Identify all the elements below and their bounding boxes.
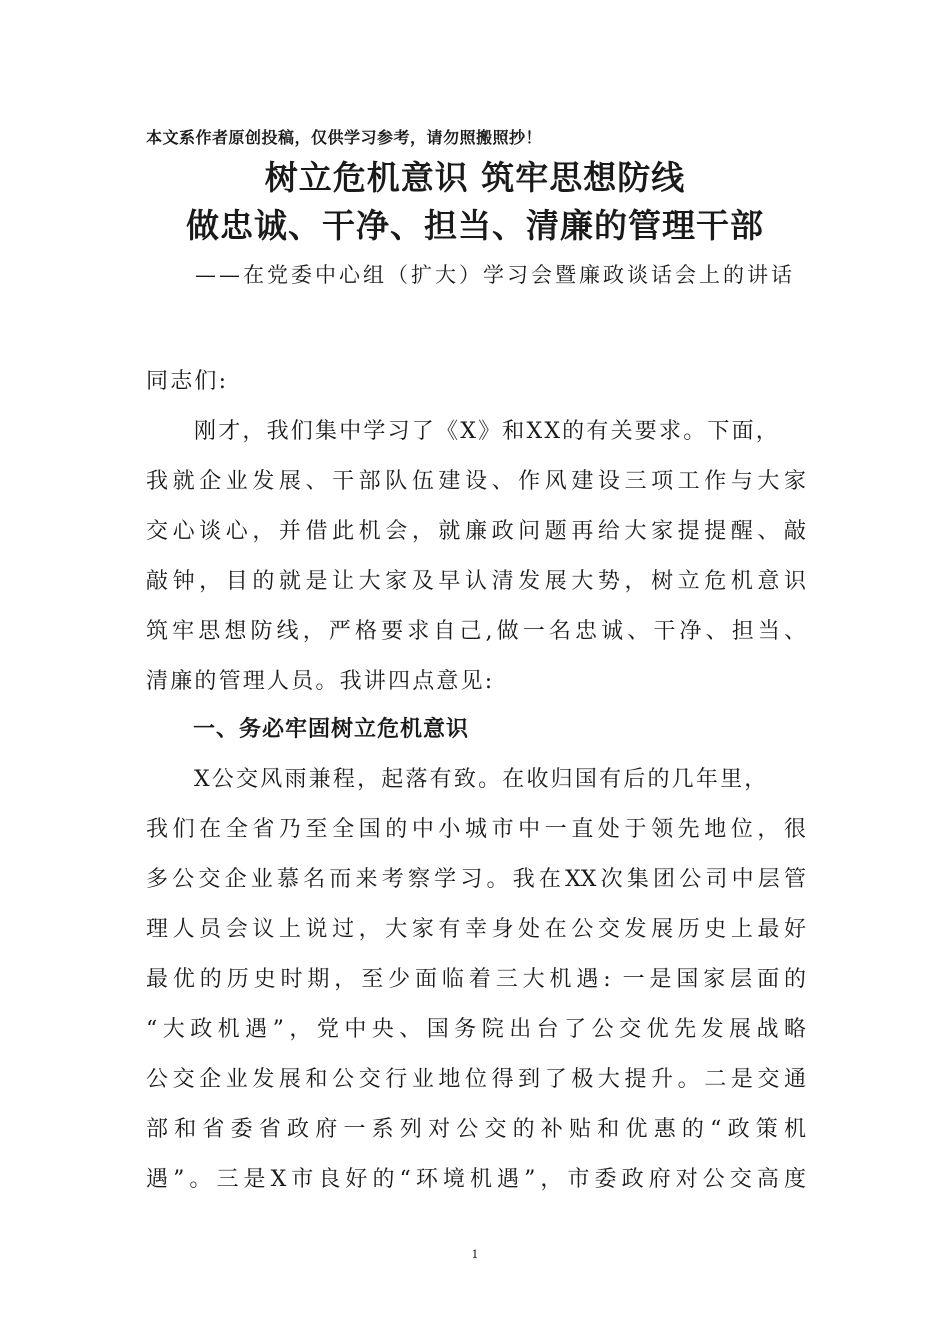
paragraph-line: 我们在全省乃至全国的中小城市中一直处于领先地位，很 [146,817,806,842]
paragraph-line: 最优的历史时期，至少面临着三大机遇: 一是国家层面的 [146,967,806,992]
paragraph-line: 筑牢思想防线，严格要求自己,做一名忠诚、干净、担当、 [146,619,806,644]
section-heading: 一、务必牢固树立危机意识 [193,717,470,742]
copyright-notice: 本文系作者原创投稿，仅供学习参考，请勿照搬照抄！ [146,128,543,147]
document-title-line-2: 做忠诚、干净、担当、清廉的管理干部 [186,206,764,245]
salutation: 同志们: [146,369,229,394]
paragraph-line: 公交企业发展和公交行业地位得到了极大提升。二是交通 [146,1067,806,1092]
paragraph-line: “大政机遇”，党中央、国务院出台了公交优先发展战略 [146,1017,806,1042]
page-number: 1 [471,1248,479,1261]
paragraph-line: 刚才，我们集中学习了《X》和XX的有关要求。下面， [194,419,780,444]
document-subtitle: ——在党委中心组（扩大）学习会暨廉政谈话会上的讲话 [195,263,795,287]
paragraph-line: 理人员会议上说过，大家有幸身处在公交发展历史上最好 [146,917,806,942]
paragraph-line: 遇”。三是X市良好的“环境机遇”，市委政府对公交高度 [146,1167,806,1192]
paragraph-line: 交心谈心，并借此机会，就廉政问题再给大家提提醒、敲 [146,519,806,544]
paragraph-line: 多公交企业慕名而来考察学习。我在XX次集团公司中层管 [146,867,806,892]
paragraph-line: 清廉的管理人员。我讲四点意见: [146,669,495,694]
paragraph-line: 敲钟，目的就是让大家及早认清发展大势，树立危机意识 [146,569,806,594]
paragraph-line: 我就企业发展、干部队伍建设、作风建设三项工作与大家 [146,469,806,494]
paragraph-line: 部和省委省政府一系列对公交的补贴和优惠的“政策机 [146,1117,806,1142]
paragraph-line: X公交风雨兼程，起落有致。在收归国有后的几年里， [194,767,769,792]
document-title-line-1: 树立危机意识 筑牢思想防线 [264,158,686,197]
